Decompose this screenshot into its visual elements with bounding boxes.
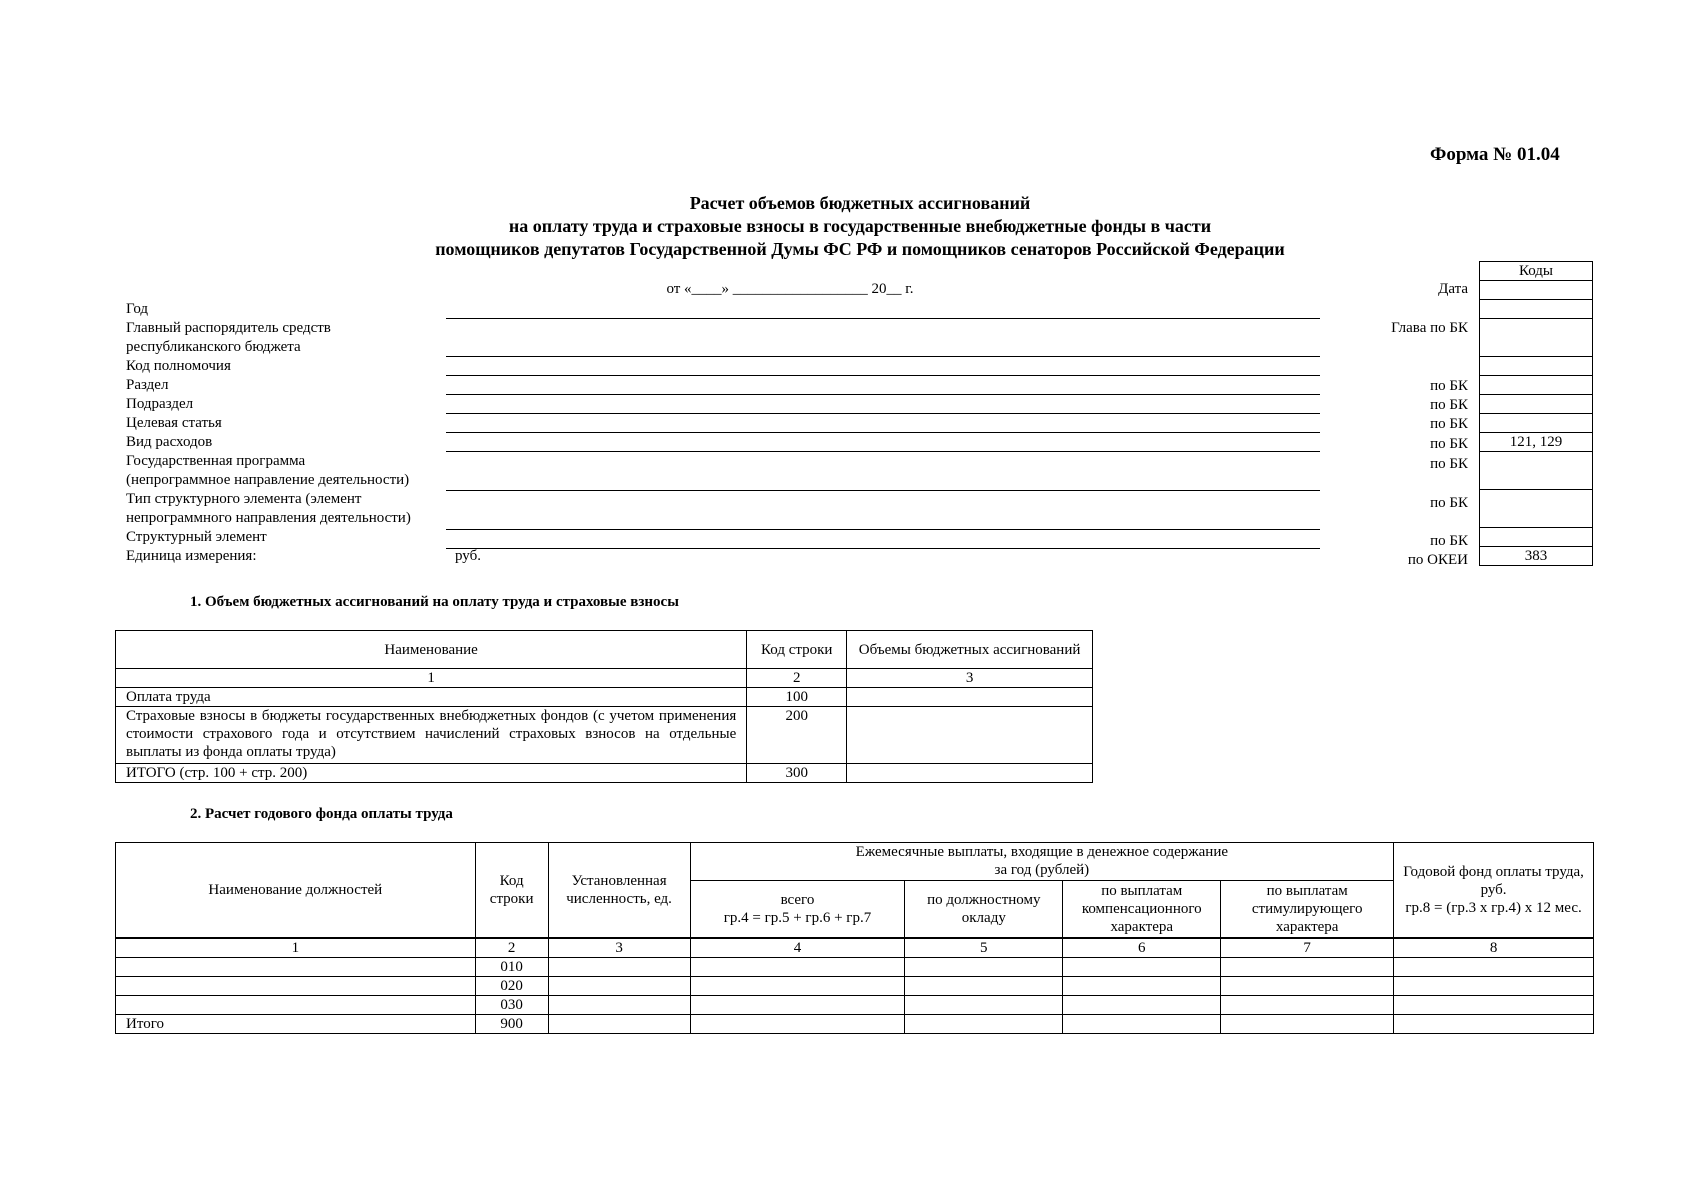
right-label-struct-element-bk: по БК: [1430, 533, 1468, 549]
s2-cell[interactable]: [690, 957, 905, 976]
s2-cell[interactable]: [1394, 976, 1594, 995]
field-line-authority-code[interactable]: [446, 375, 1320, 376]
s2-cell[interactable]: [905, 976, 1063, 995]
s2-cell[interactable]: [690, 995, 905, 1014]
codes-table: [1479, 261, 1593, 566]
s2-colnum: 7: [1221, 938, 1394, 958]
section2-table: [115, 842, 1594, 1034]
code-cell-authority[interactable]: [1480, 357, 1593, 376]
label-section: Раздел: [126, 377, 169, 393]
label-manager-2: республиканского бюджета: [126, 339, 301, 355]
field-line-year[interactable]: [446, 318, 1320, 319]
s2-cell[interactable]: [905, 957, 1063, 976]
label-target-article: Целевая статья: [126, 415, 222, 431]
code-cell-program[interactable]: [1480, 452, 1593, 490]
section1-title: 1. Объем бюджетных ассигнований на оплату труда и страховые взносы: [190, 594, 679, 610]
s2-header-total: [690, 881, 905, 938]
right-label-okei: по ОКЕИ: [1407, 552, 1468, 568]
s1-header-code: Код строки: [747, 631, 847, 669]
s2-cell[interactable]: [690, 1014, 905, 1033]
code-cell-subsection[interactable]: [1480, 395, 1593, 414]
s1-row-code: 200: [747, 707, 847, 764]
s2-header-incentive: по выплатам стимулирующего характера: [1221, 881, 1394, 938]
s2-cell[interactable]: [690, 976, 905, 995]
label-unit: Единица измерения:: [126, 548, 257, 564]
code-cell-struct-element[interactable]: [1480, 528, 1593, 547]
s2-header-total-2: гр.4 = гр.5 + гр.6 + гр.7: [723, 909, 872, 926]
field-line-target-article[interactable]: [446, 432, 1320, 433]
s2-header-annual-2: гр.8 = (гр.3 х гр.4) х 12 мес.: [1405, 899, 1582, 916]
s2-cell[interactable]: [548, 1014, 690, 1033]
code-cell-target[interactable]: [1480, 414, 1593, 433]
code-cell-expense-type[interactable]: 121, 129: [1480, 433, 1593, 452]
s2-colnum: 8: [1394, 938, 1594, 958]
s1-row-value[interactable]: [847, 688, 1093, 707]
s2-cell[interactable]: [1394, 995, 1594, 1014]
s1-colnum: 1: [116, 669, 747, 688]
s2-header-position: Наименование должностей: [116, 843, 476, 938]
s2-row-code: 030: [475, 995, 548, 1014]
label-program-1: Государственная программа: [126, 453, 306, 469]
s2-row-name[interactable]: [116, 995, 476, 1014]
label-expense-type: Вид расходов: [126, 434, 213, 450]
s2-cell[interactable]: [1063, 957, 1221, 976]
page-title-line1: Расчет объемов бюджетных ассигнований: [689, 193, 1031, 213]
codes-header: Коды: [1480, 262, 1593, 281]
s2-header-monthly: [690, 843, 1394, 881]
s2-header-total-1: всего: [780, 891, 815, 908]
right-label-chapter: Глава по БК: [1391, 320, 1468, 336]
s2-header-staff: Установленная численность, ед.: [548, 843, 690, 938]
s1-row-name: Оплата труда: [116, 688, 747, 707]
field-line-section[interactable]: [446, 394, 1320, 395]
s1-row-value[interactable]: [847, 764, 1093, 783]
s2-cell[interactable]: [1221, 957, 1394, 976]
s2-row-name: Итого: [116, 1014, 476, 1033]
s1-colnum: 2: [747, 669, 847, 688]
date-line: от «____» __________________ 20__ г.: [666, 281, 914, 297]
s2-row-name[interactable]: [116, 957, 476, 976]
s2-cell[interactable]: [1063, 995, 1221, 1014]
s2-row-name[interactable]: [116, 976, 476, 995]
code-cell-chapter[interactable]: [1480, 319, 1593, 357]
label-year: Год: [126, 301, 149, 317]
code-cell-section[interactable]: [1480, 376, 1593, 395]
right-label-target-bk: по БК: [1430, 416, 1468, 432]
section1-table: [115, 630, 1093, 783]
s1-header-volume: Объемы бюджетных ассигнований: [847, 631, 1093, 669]
s2-cell[interactable]: [905, 995, 1063, 1014]
s2-colnum: 4: [690, 938, 905, 958]
table-row: [116, 957, 1594, 976]
s2-cell[interactable]: [1394, 957, 1594, 976]
field-line-struct-type[interactable]: [446, 529, 1320, 530]
s1-row-name: ИТОГО (стр. 100 + стр. 200): [116, 764, 747, 783]
label-program-2: (непрограммное направление деятельности): [126, 472, 410, 488]
s2-cell[interactable]: [548, 995, 690, 1014]
label-struct-type-1: Тип структурного элемента (элемент: [126, 491, 362, 507]
table-row: [116, 688, 1093, 707]
field-line-subsection[interactable]: [446, 413, 1320, 414]
s2-cell[interactable]: [1221, 995, 1394, 1014]
s2-header-monthly-1: Ежемесячные выплаты, входящие в денежное содержание: [855, 844, 1229, 860]
table-row: [116, 1014, 1594, 1033]
s2-cell[interactable]: [548, 957, 690, 976]
s2-cell[interactable]: [1063, 976, 1221, 995]
right-label-section-bk: по БК: [1430, 378, 1468, 394]
right-label-date: Дата: [1438, 281, 1468, 297]
table-row: [116, 995, 1594, 1014]
s2-header-salary: по должностному окладу: [905, 881, 1063, 938]
s2-cell[interactable]: [1221, 1014, 1394, 1033]
s2-header-annual-1: Годовой фонд оплаты труда, руб.: [1403, 863, 1584, 898]
s2-cell[interactable]: [905, 1014, 1063, 1033]
table-row: [116, 976, 1594, 995]
s1-header-name: Наименование: [116, 631, 747, 669]
s2-colnum: 2: [475, 938, 548, 958]
form-number: Форма № 01.04: [1430, 144, 1560, 165]
s2-header-compensation: по выплатам компенсационного характера: [1063, 881, 1221, 938]
label-struct-type-2: непрограммного направления деятельности): [126, 510, 411, 526]
table-row: [116, 707, 1093, 764]
s2-row-code: 900: [475, 1014, 548, 1033]
s1-row-code: 100: [747, 688, 847, 707]
page-title-line2: на оплату труда и страховые взносы в государственные внебюджетные фонды в части: [508, 216, 1212, 236]
unit-value: руб.: [455, 548, 481, 564]
right-label-program-bk: по БК: [1430, 456, 1468, 472]
s1-row-code: 300: [747, 764, 847, 783]
field-line-struct-element[interactable]: [446, 548, 1320, 549]
page-title-line3: помощников депутатов Государственной Думы ФС РФ и помощников сенаторов Российской Федерации: [435, 239, 1285, 259]
s2-colnum: 6: [1063, 938, 1221, 958]
s1-colnum: 3: [847, 669, 1093, 688]
s2-colnum: 1: [116, 938, 476, 958]
s1-row-name: Страховые взносы в бюджеты государственных внебюджетных фондов (с учетом применения стоимости страхового года и отсутствием начислений страховых взносов на отдельные выплаты из фонда оплаты труда): [116, 707, 747, 764]
code-cell-date[interactable]: [1480, 281, 1593, 300]
right-label-subsection-bk: по БК: [1430, 397, 1468, 413]
s2-cell[interactable]: [548, 976, 690, 995]
s2-cell[interactable]: [1394, 1014, 1594, 1033]
s2-cell[interactable]: [1221, 976, 1394, 995]
code-cell-okei[interactable]: 383: [1480, 547, 1593, 566]
section2-title: 2. Расчет годового фонда оплаты труда: [190, 806, 453, 822]
s2-colnum: 5: [905, 938, 1063, 958]
label-subsection: Подраздел: [126, 396, 194, 412]
code-cell-struct-type[interactable]: [1480, 490, 1593, 528]
s2-row-code: 010: [475, 957, 548, 976]
s2-header-annual: [1394, 843, 1594, 938]
field-line-expense-type[interactable]: [446, 451, 1320, 452]
s2-colnum: 3: [548, 938, 690, 958]
label-manager-1: Главный распорядитель средств: [126, 320, 331, 336]
table-row: [116, 764, 1093, 783]
s2-header-monthly-2: за год (рублей): [994, 862, 1090, 878]
field-line-program[interactable]: [446, 490, 1320, 491]
right-label-struct-type-bk: по БК: [1430, 495, 1468, 511]
right-label-expense-bk: по БК: [1430, 436, 1468, 452]
label-struct-element: Структурный элемент: [126, 529, 267, 545]
field-line-manager[interactable]: [446, 356, 1320, 357]
label-authority-code: Код полномочия: [126, 358, 231, 374]
s2-cell[interactable]: [1063, 1014, 1221, 1033]
s2-header-row-code: Код строки: [475, 843, 548, 938]
code-cell-year[interactable]: [1480, 300, 1593, 319]
s2-row-code: 020: [475, 976, 548, 995]
s1-row-value[interactable]: [847, 707, 1093, 764]
